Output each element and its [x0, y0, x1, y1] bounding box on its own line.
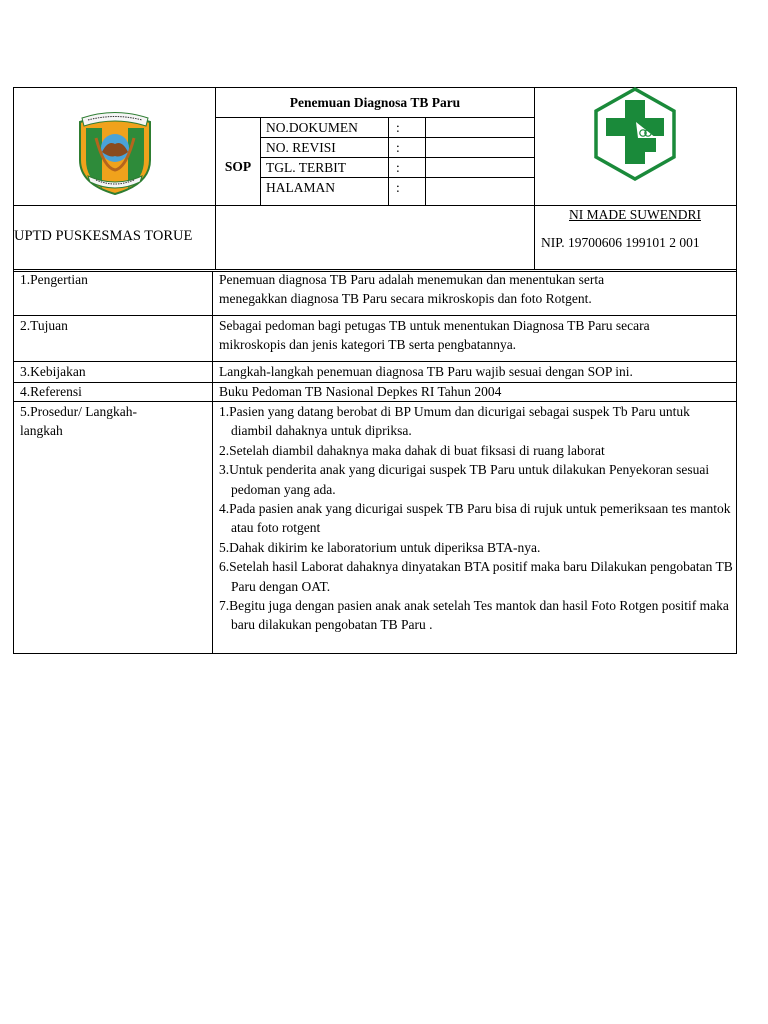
- section-label-pengertian: 1.Pengertian: [20, 272, 88, 287]
- field-label-no-dokumen: NO.DOKUMEN: [266, 120, 358, 135]
- puskesmas-logo: [592, 86, 678, 182]
- section-label-prosedur-cont: langkah: [20, 423, 63, 438]
- institution-name: UPTD PUSKESMAS TORUE: [14, 228, 193, 244]
- procedure-step: 6.Setelah hasil Laborat dahaknya dinyatakan BTA positif maka baru Dilakukan pengobatan TB Paru dengan OAT.: [219, 559, 733, 594]
- sop-label: SOP: [224, 159, 252, 174]
- section-label-prosedur: 5.Prosedur/ Langkah-: [20, 404, 137, 419]
- field-sep: :: [396, 120, 400, 135]
- section-label-tujuan: 2.Tujuan: [20, 318, 68, 333]
- procedure-step: 1.Pasien yang datang berobat di BP Umum dan dicurigai sebagai suspek Tb Paru untuk diambil dahaknya untuk dipriksa.: [219, 404, 690, 439]
- tujuan-line: Sebagai pedoman bagi petugas TB untuk menentukan Diagnosa TB Paru secara: [219, 318, 650, 333]
- page-title: Penemuan Diagnosa TB Paru: [289, 95, 461, 110]
- procedure-step: 5.Dahak dikirim ke laboratorium untuk diperiksa BTA-nya.: [219, 539, 541, 555]
- referensi-text: Buku Pedoman TB Nasional Depkes RI Tahun 2004: [219, 384, 502, 399]
- procedure-step: 4.Pada pasien anak yang dicurigai suspek TB Paru bisa di rujuk untuk pemeriksaan tes mantok atau foto rotgent: [219, 501, 731, 536]
- pengertian-line: menegakkan diagnosa TB Paru secara mikroskopis dan foto Rotgent.: [219, 291, 592, 306]
- field-label-halaman: HALAMAN: [266, 180, 335, 195]
- field-sep: :: [396, 180, 400, 195]
- procedure-step: 2.Setelah diambil dahaknya maka dahak di buat fiksasi di ruang laborat: [219, 442, 605, 458]
- signatory-name: NI MADE SUWENDRI: [569, 207, 701, 222]
- table-border: [534, 87, 535, 270]
- pengertian-line: Penemuan diagnosa TB Paru adalah menemukan dan menentukan serta: [219, 272, 605, 287]
- procedure-list: [219, 402, 734, 635]
- table-border: [425, 117, 426, 206]
- table-border: [388, 117, 389, 206]
- table-border: [215, 117, 535, 118]
- field-sep: :: [396, 160, 400, 175]
- table-border: [215, 87, 216, 270]
- field-label-no-revisi: NO. REVISI: [266, 140, 336, 155]
- section-label-referensi: 4.Referensi: [20, 384, 82, 399]
- table-border: [212, 271, 213, 654]
- table-border: [13, 87, 14, 654]
- regency-emblem-logo: [74, 108, 156, 196]
- table-border: [260, 117, 261, 206]
- section-label-kebijakan: 3.Kebijakan: [20, 364, 86, 379]
- signatory-nip: NIP. 19700606 199101 2 001: [541, 235, 700, 250]
- tujuan-line: mikroskopis dan jenis kategori TB serta pengbatannya.: [219, 337, 517, 352]
- table-border: [13, 653, 737, 654]
- field-label-tgl-terbit: TGL. TERBIT: [266, 160, 346, 175]
- procedure-step: 3.Untuk penderita anak yang dicurigai suspek TB Paru untuk dilakukan Penyekoran sesuai pedoman yang ada.: [219, 462, 710, 497]
- kebijakan-text: Langkah-langkah penemuan diagnosa TB Paru wajib sesuai dengan SOP ini.: [219, 364, 633, 379]
- field-sep: :: [396, 140, 400, 155]
- table-border: [736, 87, 737, 654]
- procedure-step: 7.Begitu juga dengan pasien anak anak setelah Tes mantok dan hasil Foto Rotgen positif maka baru dilakukan pengobatan TB Paru .: [219, 598, 729, 633]
